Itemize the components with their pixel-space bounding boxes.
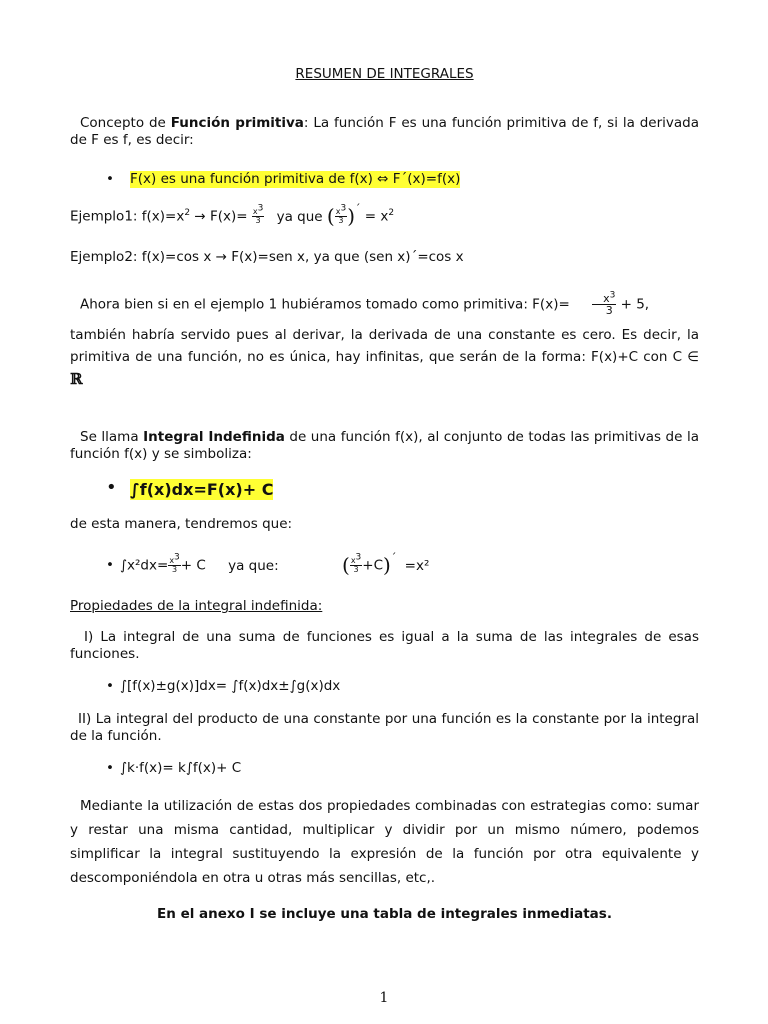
property-1-text: I) La integral de una suma de funciones es igual a la suma de las integrales de esas funciones. (70, 629, 699, 662)
page-number: 1 (379, 990, 389, 1006)
ahora-line-1: Ahora bien si en el ejemplo 1 hubiéramos tomado como primitiva: F(x)= $\frac{x^3}{3}$ + 5, (80, 290, 650, 317)
document-page: RESUMEN DE INTEGRALES Concepto de Función primitiva: La función F es una función primitiva de f, si la derivada de F es f, es decir: • F(x) es una función primitiva de f(x) ⇔ F´(x)=f(x) Ejemplo1: $f(x)=x^2 \to F(x)=$ $\frac{x^3}{3}$ ya que ( $\frac{x^3}{3}$ )$^´ = x^2$ Ejemplo2: f(x)=cos x → F(x)=sen x, ya que (sen x)´=cos x Ahora bien si en el ejemplo 1 hubiéramos tomado como primitiva: F(x)= $\frac{x^3}{3}$ + 5, también habría servido pues al derivar, la derivada de una constante es cero. Es decir, la primitiva de una función, no es única, hay infinitas, que serán de la forma: F(x)+C con C ∈ ℝ Se llama Integral Indefinida de una función f(x), al conjunto de todas las primitivas de la función f(x) y se simboliza: • ∫f(x)dx=F(x)+ C de esta manera, tendremos que: • ∫x²dx= $\frac{x^3}{3}$ + C ya que: ( $\frac{x^3}{3}$ +C)´ =x² Propiedades de la integral indefinida: I) La integral de una suma de funciones es igual a la suma de las integrales de esas funciones. • ∫[f(x)±g(x)]dx= ∫f(x)dx±∫g(x)dx II) La integral del producto de una constante por una función es la constante por la integral de la función. • ∫k·f(x)= k∫f(x)+ C Mediante la utilización de estas dos propiedades combinadas con estrategias como: sumar y restar una misma cantidad, multiplicar y dividir por un mismo número, podemos simplificar la integral sustituyendo la expresión de la función por otra equivalente y descomponiéndola en otra u otras más sencillas, etc,. En el anexo I se incluye una tabla de integrales inmediatas. (70, 66, 699, 922)
indefinida-paragraph: Se llama Integral Indefinida de una función f(x), al conjunto de todas las primitivas de la función f(x) y se simboliza: (70, 429, 699, 462)
anexo-note: En el anexo I se incluye una tabla de integrales inmediatas. (157, 906, 612, 922)
example-2: Ejemplo2: f(x)=cos x → F(x)=sen x, ya que (sen x)´=cos x (70, 249, 464, 265)
fraction-x3-over-3: $\frac{x^3}{3}$ (252, 203, 264, 225)
properties-heading: Propiedades de la integral indefinida: (70, 598, 323, 614)
tendremos-text: de esta manera, tendremos que: (70, 516, 293, 532)
mediante-paragraph: Mediante la utilización de estas dos propiedades combinadas con estrategias como: sumar y restar una misma cantidad, multiplicar y dividir por un mismo número, podemos simplificar la integral sustituyendo la expresión de la función por otra equivalente y descomponiéndola en otra u otras más sencillas, etc,. (70, 798, 699, 886)
document-title: RESUMEN DE INTEGRALES (295, 66, 474, 82)
property-2-text: II) La integral del producto de una constante por una función es la constante por la integral de la función. (70, 711, 699, 744)
example-1: Ejemplo1: $f(x)=x^2 \to F(x)=$ $\frac{x^3}{3}$ ya que ( $\frac{x^3}{3}$ )$^´ = x^2$ (70, 201, 395, 228)
concept-paragraph: Concepto de Función primitiva: La función F es una función primitiva de f, si la derivada de F es f, es decir: (70, 115, 699, 148)
ahora-paragraph: también habría servido pues al derivar, la derivada de una constante es cero. Es decir, la primitiva de una función, no es única, hay infinitas, que serán de la forma: F(x)+C con C ∈ ℝ (70, 327, 699, 388)
